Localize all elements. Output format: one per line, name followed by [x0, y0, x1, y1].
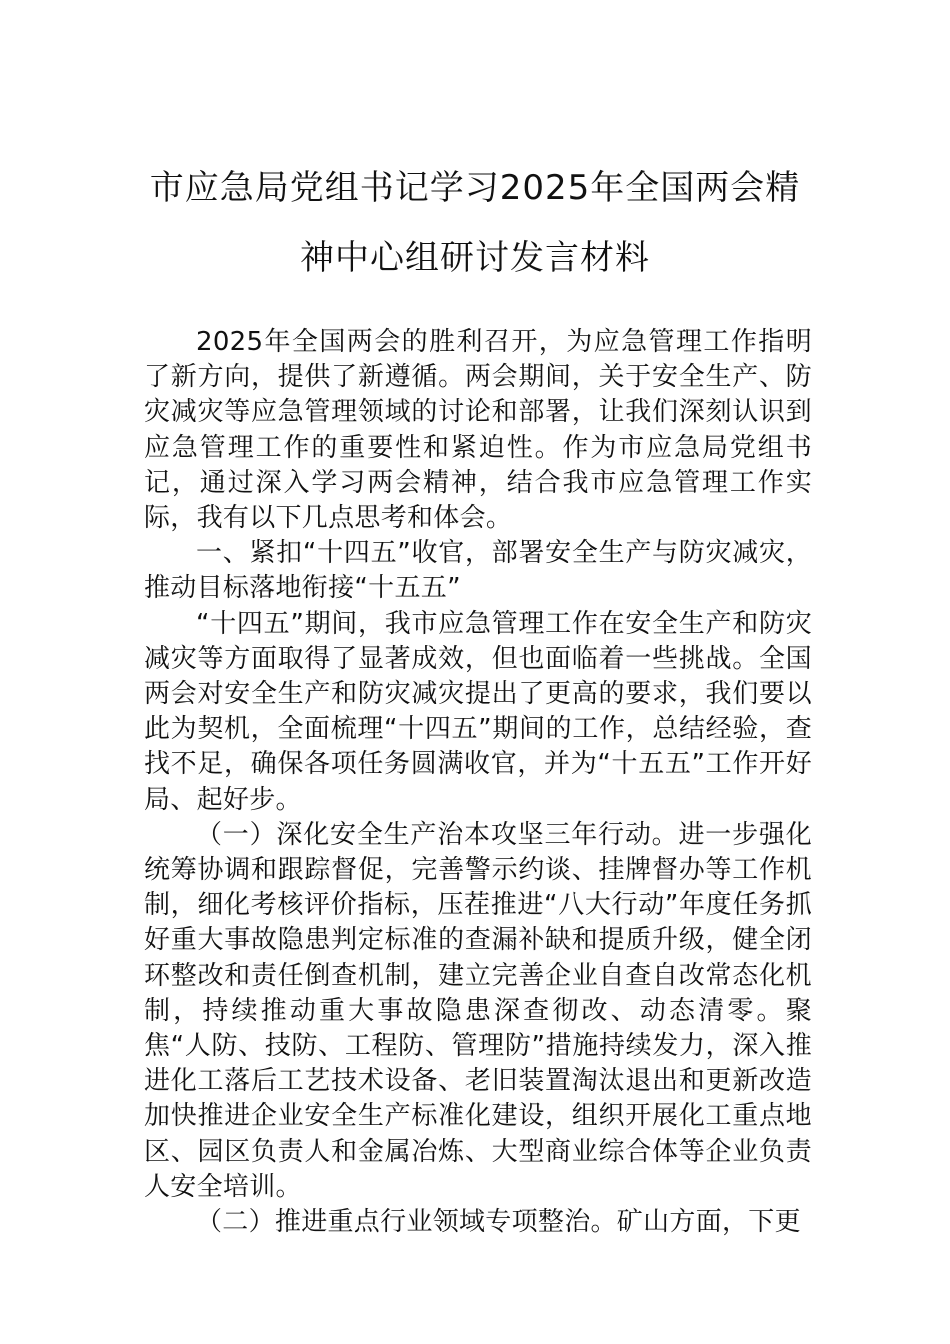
document-body: [144, 325, 812, 1240]
heading-section-1: 一、紧扣“十四五”收官，部署安全生产与防灾减灾，推动目标落地衔接“十五五”: [144, 538, 812, 604]
paragraph-intro: 2025年全国两会的胜利召开，为应急管理工作指明了新方向，提供了新遵循。两会期间，关于安全生产、防灾减灾等应急管理领域的讨论和部署，让我们深刻认识到应急管理工作的重要性和紧迫性。作为市应急局党组书记，通过深入学习两会精神，结合我市应急管理工作实际，我有以下几点思考和体会。: [144, 327, 812, 534]
paragraph-section-1: “十四五”期间，我市应急管理工作在安全生产和防灾减灾等方面取得了显著成效，但也面临着一些挑战。全国两会对安全生产和防灾减灾提出了更高的要求，我们要以此为契机，全面梳理“十四五”期间的工作，总结经验，查找不足，确保各项任务圆满收官，并为“十五五”工作开好局、起好步。: [144, 608, 812, 815]
document-title-line-2: 神中心组研讨发言材料: [300, 238, 650, 278]
paragraph-subsection-1: （一）深化安全生产治本攻坚三年行动。进一步强化统筹协调和跟踪督促，完善警示约谈、挂牌督办等工作机制，细化考核评价指标，压茬推进“八大行动”年度任务抓好重大事故隐患判定标准的查漏补缺和提质升级，健全闭环整改和责任倒查机制，建立完善企业自查自改常态化机制，持续推动重大事故隐患深查彻改、动态清零。聚焦“人防、技防、工程防、管理防”措施持续发力，深入推进化工落后工艺技术设备、老旧装置淘汰退出和更新改造加快推进企业安全生产标准化建设，组织开展化工重点地区、园区负责人和金属冶炼、大型商业综合体等企业负责人安全培训。: [144, 819, 812, 1202]
paragraph-subsection-2: （二）推进重点行业领域专项整治。矿山方面，下更: [196, 1207, 801, 1238]
document-title-line-1: 市应急局党组书记学习2025年全国两会精: [149, 168, 801, 208]
